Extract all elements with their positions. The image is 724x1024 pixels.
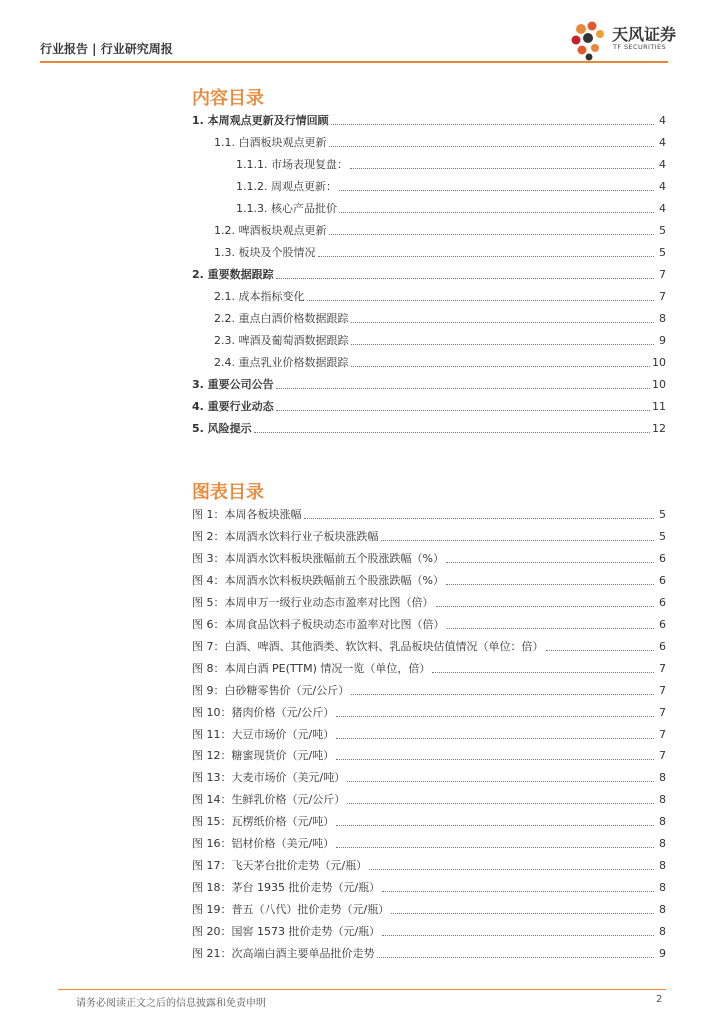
toc-entry-label: 1.1. 白酒板块观点更新	[214, 136, 327, 149]
figure-entry[interactable]	[192, 833, 666, 851]
figure-entry[interactable]	[192, 745, 666, 763]
toc-entry-page: 4	[659, 136, 666, 149]
figure-entry-label: 图 7：白酒、啤酒、其他酒类、软饮料、乳品板块估值情况（单位：倍）	[192, 639, 544, 653]
dot-leader	[382, 934, 654, 936]
figure-entry[interactable]	[192, 921, 666, 939]
toc-entry[interactable]	[214, 242, 666, 260]
toc-entry-label: 3. 重要公司公告	[192, 378, 274, 391]
dot-leader	[391, 912, 654, 914]
company-logo	[568, 20, 680, 62]
figure-entry[interactable]	[192, 899, 666, 917]
toc-entry-page: 5	[659, 224, 666, 237]
toc-entry[interactable]	[192, 264, 666, 282]
toc-entry-page: 11	[652, 400, 666, 413]
toc-entry-page: 10	[652, 356, 666, 369]
figure-entry-page: 7	[659, 727, 666, 741]
dot-leader	[351, 321, 655, 323]
toc-entry-page: 12	[652, 422, 666, 435]
dot-leader	[307, 299, 655, 301]
dot-leader	[336, 824, 654, 826]
toc-entry-page: 8	[659, 312, 666, 325]
toc-entry[interactable]	[214, 286, 666, 304]
toc-entry-label: 1.1.3. 核心产品批价	[236, 202, 337, 215]
toc-entry-label: 5. 风险提示	[192, 422, 252, 435]
figure-entry-page: 8	[659, 881, 666, 895]
toc-entry-label: 2.4. 重点乳业价格数据跟踪	[214, 356, 349, 369]
figure-entry-page: 8	[659, 903, 666, 917]
toc-entry-label: 2.3. 啤酒及葡萄酒数据跟踪	[214, 334, 349, 347]
toc-entry-page: 5	[659, 246, 666, 259]
figure-entry-label: 图 21：次高端白酒主要单品批价走势	[192, 947, 375, 960]
figure-entry-label: 图 6：本周食品饮料子板块动态市盈率对比图（倍）	[192, 617, 445, 631]
toc-entry[interactable]	[214, 220, 666, 238]
toc-entry-page: 7	[659, 290, 666, 303]
dot-leader	[336, 715, 654, 717]
figure-entry-label: 图 15：瓦楞纸价格（元/吨）	[192, 815, 335, 829]
dot-leader	[304, 517, 655, 519]
footer-disclaimer: 请务必阅读正文之后的信息披露和免责申明	[76, 998, 266, 1009]
figure-entry-page: 8	[659, 925, 666, 939]
figure-entry[interactable]	[192, 526, 666, 544]
toc-entry-page: 4	[659, 158, 666, 171]
dot-leader	[336, 737, 654, 739]
figure-entry[interactable]	[192, 658, 666, 676]
dot-leader	[347, 780, 654, 782]
figure-entry-label: 图 19：普五（八代）批价走势（元/瓶）	[192, 903, 390, 917]
toc-entry[interactable]	[214, 308, 666, 326]
toc-entry[interactable]	[236, 176, 666, 194]
toc-entry[interactable]	[214, 352, 666, 370]
figure-entry[interactable]	[192, 702, 666, 720]
figure-entry-page: 9	[659, 947, 666, 960]
figure-entry-page: 6	[659, 639, 666, 653]
figure-entry[interactable]	[192, 855, 666, 873]
dot-leader	[447, 627, 655, 629]
toc-entry[interactable]	[192, 374, 666, 392]
toc-entry-label: 1.1.2. 周观点更新：	[236, 180, 337, 193]
figure-entry-label: 图 14：生鲜乳价格（元/公斤）	[192, 793, 346, 807]
logo-text-en: TF SECURITIES	[613, 43, 667, 51]
dot-leader	[377, 956, 655, 958]
figure-list-title: 图表目录	[192, 482, 264, 503]
figure-entry-label: 图 5：本周申万一级行业动态市盈率对比图（倍）	[192, 595, 434, 609]
dot-leader	[276, 387, 650, 389]
figure-entry[interactable]	[192, 570, 666, 588]
dot-leader	[351, 343, 655, 345]
figure-entry-label: 图 2：本周酒水饮料行业子板块涨跌幅	[192, 529, 379, 543]
footer-divider	[58, 989, 666, 990]
report-breadcrumb: 行业报告 | 行业研究周报	[40, 42, 173, 56]
dot-leader	[329, 233, 655, 235]
toc-entry[interactable]	[214, 132, 666, 150]
figure-entry-page: 6	[659, 573, 666, 587]
figure-entry-label: 图 1：本周各板块涨幅	[192, 508, 302, 521]
figure-entry-label: 图 16：铝材价格（美元/吨）	[192, 837, 335, 851]
dot-leader	[318, 255, 655, 257]
toc-entry-label: 2.2. 重点白酒价格数据跟踪	[214, 312, 349, 325]
figure-entry-label: 图 12：糖蜜现货价（元/吨）	[192, 749, 335, 763]
dot-leader	[254, 431, 650, 433]
figure-entry[interactable]	[192, 767, 666, 785]
toc-entry[interactable]	[192, 418, 666, 436]
figure-entry[interactable]	[192, 548, 666, 566]
toc-entry[interactable]	[192, 110, 666, 128]
figure-entry-page: 7	[659, 683, 666, 697]
figure-entry[interactable]	[192, 877, 666, 895]
dot-leader	[382, 890, 654, 892]
figure-entry-page: 7	[659, 705, 666, 719]
toc-entry-page: 4	[659, 180, 666, 193]
figure-entry-page: 8	[659, 771, 666, 785]
dot-leader	[436, 605, 655, 607]
figure-entry-label: 图 8：本周白酒 PE(TTM) 情况一览（单位，倍）	[192, 661, 431, 675]
figure-entry-label: 图 17：飞天茅台批价走势（元/瓶）	[192, 859, 368, 873]
figure-entry-label: 图 4：本周酒水饮料板块跌幅前五个股涨跌幅（%）	[192, 573, 444, 587]
toc-entry-label: 1.3. 板块及个股情况	[214, 246, 316, 259]
dot-leader	[339, 211, 654, 213]
logo-text-cn: 天风证券	[612, 25, 677, 44]
toc-entry[interactable]	[236, 154, 666, 172]
figure-entry-label: 图 9：白砂糖零售价（元/公斤）	[192, 683, 350, 697]
dot-leader	[350, 167, 654, 169]
toc-entry-page: 10	[652, 378, 666, 391]
dot-leader	[329, 145, 655, 147]
figure-entry[interactable]	[192, 724, 666, 742]
toc-title: 内容目录	[192, 88, 264, 109]
page-number: 2	[656, 994, 663, 1005]
figure-entry[interactable]	[192, 592, 666, 610]
figure-entry[interactable]	[192, 614, 666, 632]
figure-entry-page: 6	[659, 551, 666, 565]
figure-entry[interactable]	[192, 943, 666, 961]
toc-entry[interactable]	[214, 330, 666, 348]
figure-entry-page: 8	[659, 837, 666, 851]
dot-leader	[339, 189, 654, 191]
figure-entry-label: 图 11：大豆市场价（元/吨）	[192, 727, 335, 741]
dot-leader	[546, 649, 655, 651]
toc-entry-page: 4	[659, 202, 666, 215]
dot-leader	[446, 583, 654, 585]
toc-entry-page: 9	[659, 334, 666, 347]
figure-entry-page: 5	[659, 508, 666, 521]
toc-entry-label: 2. 重要数据跟踪	[192, 268, 274, 281]
dot-leader	[336, 758, 654, 760]
figure-entry-page: 7	[659, 661, 666, 675]
toc-entry-label: 1.1.1. 市场表现复盘：	[236, 158, 348, 171]
toc-entry[interactable]	[236, 198, 666, 216]
dot-leader	[331, 123, 654, 125]
toc-entry-label: 4. 重要行业动态	[192, 400, 274, 413]
dot-leader	[351, 365, 651, 367]
dot-leader	[276, 277, 654, 279]
figure-entry-label: 图 18：茅台 1935 批价走势（元/瓶）	[192, 881, 381, 895]
figure-entry-page: 6	[659, 595, 666, 609]
toc-entry-label: 1.2. 啤酒板块观点更新	[214, 224, 327, 237]
figure-entry-label: 图 10：猪肉价格（元/公斤）	[192, 705, 335, 719]
dot-leader	[369, 868, 654, 870]
logo-flower-icon	[568, 20, 612, 62]
figure-entry[interactable]	[192, 811, 666, 829]
dot-leader	[446, 561, 654, 563]
toc-entry[interactable]	[192, 396, 666, 414]
figure-entry-label: 图 13：大麦市场价（美元/吨）	[192, 771, 346, 785]
dot-leader	[432, 671, 654, 673]
figure-entry-page: 6	[659, 617, 666, 631]
figure-entry[interactable]	[192, 789, 666, 807]
figure-entry-page: 8	[659, 793, 666, 807]
toc-entry-label: 1. 本周观点更新及行情回顾	[192, 114, 329, 127]
dot-leader	[351, 693, 654, 695]
toc-entry-page: 7	[659, 268, 666, 281]
figure-entry[interactable]	[192, 636, 666, 654]
figure-entry[interactable]	[192, 504, 666, 522]
dot-leader	[347, 802, 654, 804]
figure-entry[interactable]	[192, 680, 666, 698]
dot-leader	[276, 409, 650, 411]
figure-entry-page: 8	[659, 815, 666, 829]
figure-entry-page: 8	[659, 859, 666, 873]
toc-entry-label: 2.1. 成本指标变化	[214, 290, 305, 303]
toc-entry-page: 4	[659, 114, 666, 127]
dot-leader	[336, 846, 654, 848]
header-divider	[40, 61, 668, 63]
figure-entry-page: 7	[659, 749, 666, 763]
figure-entry-page: 5	[659, 529, 666, 543]
figure-entry-label: 图 3：本周酒水饮料板块涨幅前五个股涨跌幅（%）	[192, 551, 444, 565]
dot-leader	[381, 539, 655, 541]
figure-entry-label: 图 20：国窖 1573 批价走势（元/瓶）	[192, 925, 381, 939]
